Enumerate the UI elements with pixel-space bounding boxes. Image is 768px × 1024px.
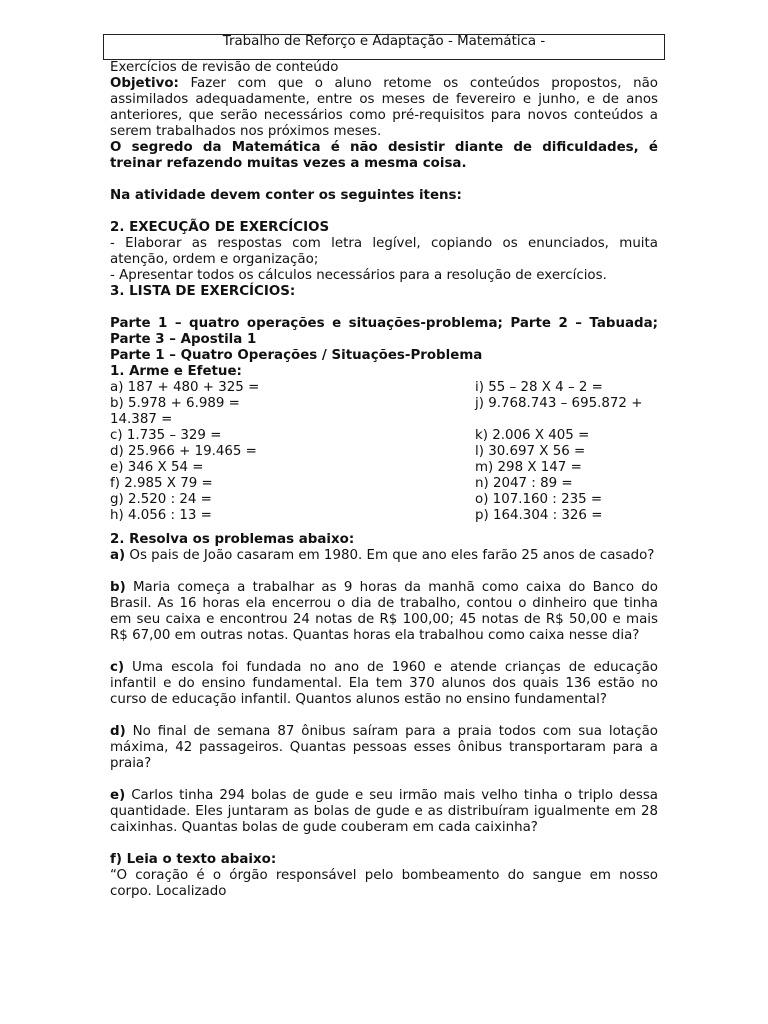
operation-item: p) 164.304 : 326 = xyxy=(475,508,603,523)
document-title: Trabalho de Reforço e Adaptação - Matemática - xyxy=(222,34,546,49)
problem-f-text: “O coração é o órgão responsável pelo bombeamento do sangue em nosso corpo. Localizado xyxy=(110,868,658,899)
problem-label: d) xyxy=(110,724,126,739)
operation-item: c) 1.735 – 329 = xyxy=(110,428,222,443)
operation-item: d) 25.966 + 19.465 = xyxy=(110,444,257,459)
section2-line1: - Elaborar as respostas com letra legível, copiando os enunciados, muita atenção, ordem e organização; xyxy=(110,236,658,267)
operation-item: b) 5.978 + 6.989 = xyxy=(110,396,240,411)
document-body xyxy=(110,60,658,900)
problem-e xyxy=(110,788,658,836)
problem-label: b) xyxy=(110,580,126,595)
problem-f-heading: f) Leia o texto abaixo: xyxy=(110,852,277,867)
section2-heading: 2. EXECUÇÃO DE EXERCÍCIOS xyxy=(110,220,330,235)
q2-heading: 2. Resolva os problemas abaixo: xyxy=(110,532,355,547)
operation-item xyxy=(475,412,658,428)
problem-d xyxy=(110,724,658,772)
operations-list xyxy=(110,380,658,524)
objective-paragraph xyxy=(110,76,658,140)
operation-item: g) 2.520 : 24 = xyxy=(110,492,212,507)
operations-left-column xyxy=(110,380,470,524)
problem-text: Carlos tinha 294 bolas de gude e seu irmão mais velho tinha o triplo dessa quantidade. Eles juntaram as bolas de gude e as distribuíram igualmente em 28 caixinhas. Quantas bolas de gude couberam em cada caixinha? xyxy=(110,788,658,835)
operation-item: a) 187 + 480 + 325 = xyxy=(110,380,260,395)
problem-b xyxy=(110,580,658,644)
document-title-box xyxy=(103,34,665,60)
operation-item: j) 9.768.743 – 695.872 + xyxy=(475,396,643,411)
operation-item: o) 107.160 : 235 = xyxy=(475,492,603,507)
operation-item: e) 346 X 54 = xyxy=(110,460,204,475)
problem-text: No final de semana 87 ônibus saíram para a praia todos com sua lotação máxima, 42 passageiros. Quantas pessoas esses ônibus transportaram para a praia? xyxy=(110,724,658,771)
operation-item: f) 2.985 X 79 = xyxy=(110,476,213,491)
problem-text: Os pais de João casaram em 1980. Em que ano eles farão 25 anos de casado? xyxy=(125,548,655,563)
q1-heading: 1. Arme e Efetue: xyxy=(110,364,242,379)
problem-label: e) xyxy=(110,788,126,803)
problem-label: a) xyxy=(110,548,126,563)
operation-item: n) 2047 : 89 = xyxy=(475,476,573,491)
problem-c xyxy=(110,660,658,708)
operation-item: l) 30.697 X 56 = xyxy=(475,444,586,459)
part1-heading: Parte 1 – Quatro Operações / Situações-Problema xyxy=(110,348,483,363)
operations-right-column xyxy=(475,380,658,524)
problem-label: c) xyxy=(110,660,125,675)
problem-text: Uma escola foi fundada no ano de 1960 e atende crianças de educação infantil e do ensino fundamental. Ela tem 370 alunos dos quais 136 estão no curso de educação infantil. Quantos alunos estão no ensino fundamental? xyxy=(110,660,658,707)
operation-item: k) 2.006 X 405 = xyxy=(475,428,590,443)
operation-item: m) 298 X 147 = xyxy=(475,460,582,475)
section2-line2: - Apresentar todos os cálculos necessários para a resolução de exercícios. xyxy=(110,268,607,283)
items-heading: Na atividade devem conter os seguintes itens: xyxy=(110,188,462,203)
problem-text: Maria começa a trabalhar as 9 horas da manhã como caixa do Banco do Brasil. As 16 horas ela encerrou o dia de trabalho, contou o dinheiro que tinha em seu caixa e encontrou 24 notas de R$ 100,00; 45 notas de R$ 50,00 e mais R$ 67,00 em outras notas. Quantas horas ela trabalhou como caixa nesse dia? xyxy=(110,580,658,643)
parts-list: Parte 1 – quatro operações e situações-problema; Parte 2 – Tabuada; Parte 3 – Apostila 1 xyxy=(110,316,658,347)
problem-a xyxy=(110,548,658,564)
motto: O segredo da Matemática é não desistir diante de dificuldades, é treinar refazendo muitas vezes a mesma coisa. xyxy=(110,140,658,171)
operation-item: 14.387 = xyxy=(110,412,173,427)
operation-item: i) 55 – 28 X 4 – 2 = xyxy=(475,380,603,395)
objective-text: Fazer com que o aluno retome os conteúdos propostos, não assimilados adequadamente, entre os meses de fevereiro e junho, e de anos anteriores, que serão necessários como pré-requisitos para novos conteúdos a serem trabalhados nos próximos meses. xyxy=(110,76,658,139)
intro-heading: Exercícios de revisão de conteúdo xyxy=(110,60,339,75)
objective-label: Objetivo: xyxy=(110,76,179,91)
operation-item: h) 4.056 : 13 = xyxy=(110,508,212,523)
section3-heading: 3. LISTA DE EXERCÍCIOS: xyxy=(110,284,296,299)
